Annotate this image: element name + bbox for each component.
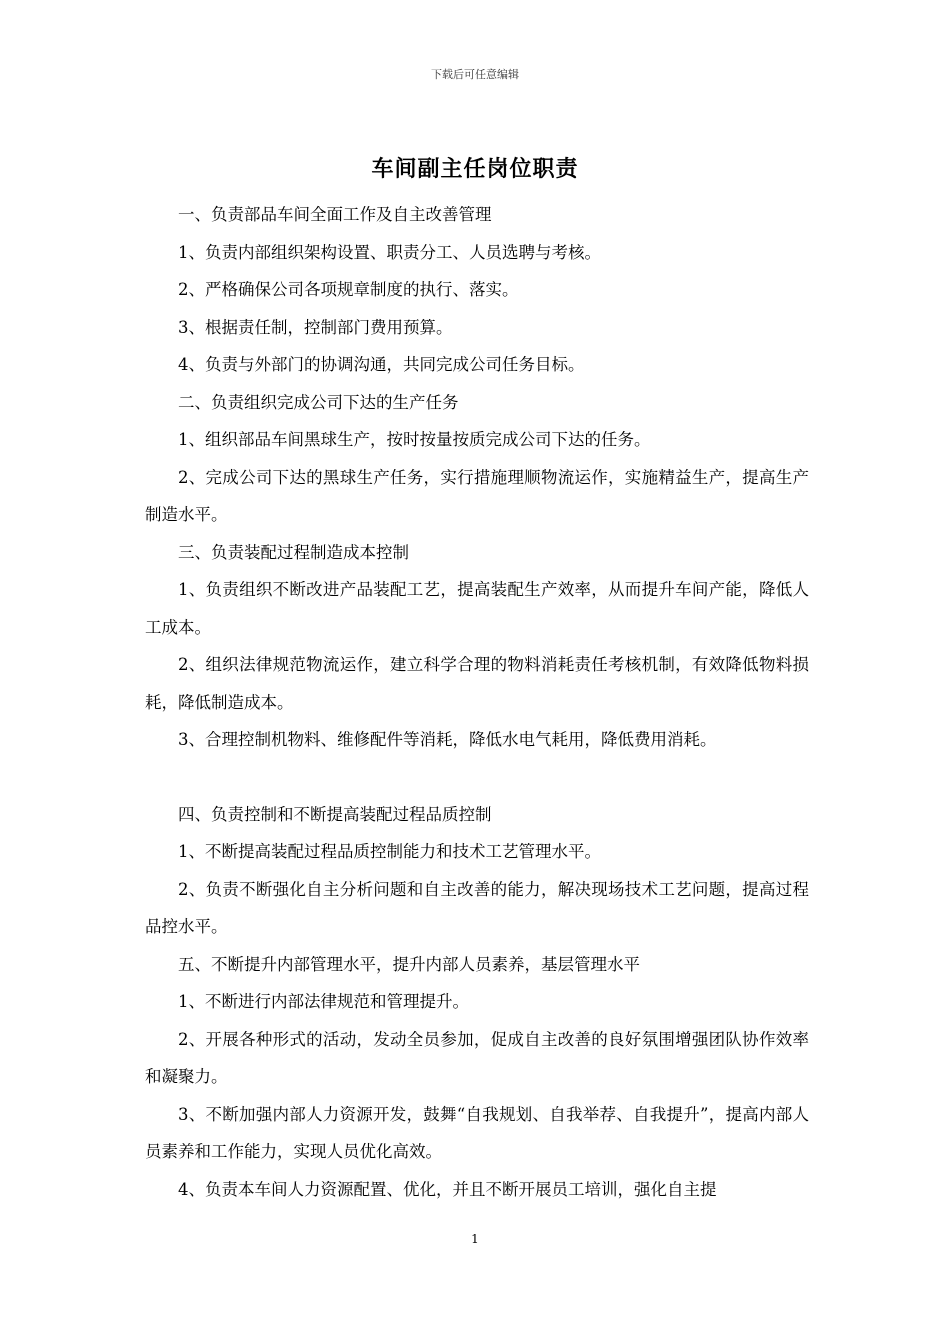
list-item: 1、不断进行内部法律规范和管理提升。 [178, 992, 469, 1011]
list-item: 2、开展各种形式的活动，发动全员参加，促成自主改善的良好氛围增强团队协作效率和凝聚力。 [145, 1029, 809, 1086]
section-heading-1: 一、负责部品车间全面工作及自主改善管理 [178, 205, 492, 224]
list-item: 1、负责内部组织架构设置、职责分工、人员选聘与考核。 [178, 242, 601, 262]
list-item: 2、完成公司下达的黑球生产任务，实行措施理顺物流运作，实施精益生产，提高生产制造水平。 [145, 467, 809, 524]
section-heading-4: 四、负责控制和不断提高装配过程品质控制 [178, 804, 492, 824]
list-item: 3、合理控制机物料、维修配件等消耗，降低水电气耗用，降低费用消耗。 [178, 730, 717, 749]
list-item: 1、组织部品车间黑球生产，按时按量按质完成公司下达的任务。 [178, 430, 651, 449]
list-item: 3、根据责任制，控制部门费用预算。 [178, 317, 453, 337]
document-body [145, 196, 809, 1208]
list-item: 3、不断加强内部人力资源开发，鼓舞“自我规划、自我举荐、自我提升”，提高内部人员素养和工作能力，实现人员优化高效。 [145, 1104, 809, 1161]
list-item: 1、不断提高装配过程品质控制能力和技术工艺管理水平。 [178, 842, 601, 861]
list-item: 4、负责本车间人力资源配置、优化，并且不断开展员工培训，强化自主提 [178, 1179, 717, 1199]
list-item: 4、负责与外部门的协调沟通，共同完成公司任务目标。 [178, 355, 585, 374]
section-heading-5: 五、不断提升内部管理水平，提升内部人员素养，基层管理水平 [178, 954, 640, 974]
list-item: 2、严格确保公司各项规章制度的执行、落实。 [178, 280, 519, 299]
page-number: 1 [471, 1232, 479, 1246]
header-note: 下载后可任意编辑 [431, 68, 519, 81]
section-heading-3: 三、负责装配过程制造成本控制 [178, 542, 409, 562]
list-item: 1、负责组织不断改进产品装配工艺，提高装配生产效率，从而提升车间产能，降低人工成本。 [145, 580, 809, 637]
list-item: 2、组织法律规范物流运作，建立科学合理的物料消耗责任考核机制，有效降低物料损耗，降低制造成本。 [145, 655, 809, 712]
document-title: 车间副主任岗位职责 [371, 157, 579, 182]
section-heading-2: 二、负责组织完成公司下达的生产任务 [178, 392, 459, 412]
list-item: 2、负责不断强化自主分析问题和自主改善的能力，解决现场技术工艺问题，提高过程品控水平。 [145, 879, 809, 936]
